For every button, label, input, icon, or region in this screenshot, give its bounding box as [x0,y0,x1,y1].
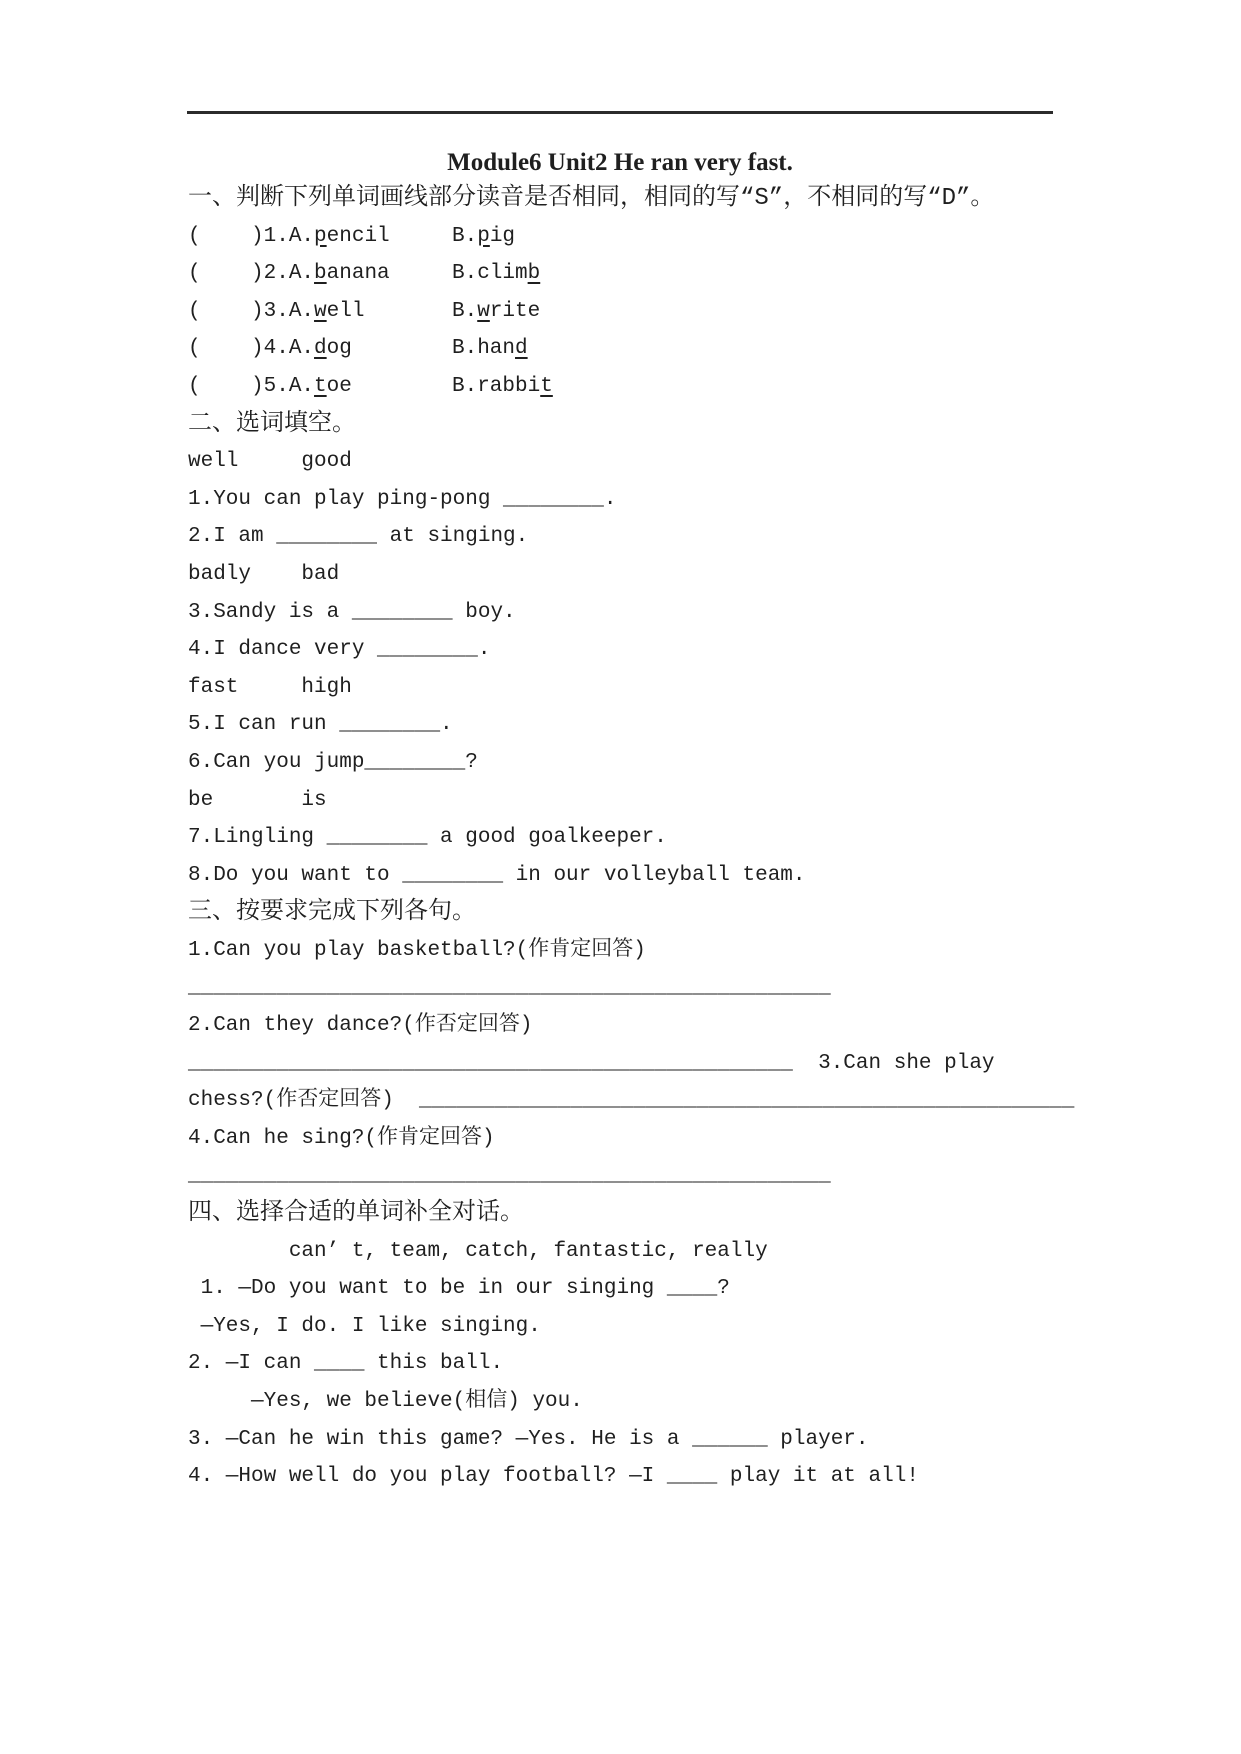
rewrite-question-3: chess?(作否定回答) ____________________________________________________ [188,1089,1075,1113]
answer-line-4: ___________________________________________________ [188,1164,831,1188]
fill-sentence-7: 7.Lingling ________ a good goalkeeper. [188,826,667,850]
dialog-1-question: 1. —Do you want to be in our singing ____? [188,1277,730,1301]
phonics-word-b: B.climb [452,262,541,286]
dialog-2-question: 2. —I can ____ this ball. [188,1352,504,1376]
word-pair-badly-bad: badly bad [188,562,340,586]
fill-sentence-2: 2.I am ________ at singing. [188,525,529,549]
fill-sentence-5: 5.I can run ________. [188,713,453,737]
fill-sentence-8: 8.Do you want to ________ in our volleyball team. [188,863,806,887]
dialog-3: 3. —Can he win this game? —Yes. He is a ______ player. [188,1427,869,1451]
underlined-letter: t [540,374,553,398]
phonics-item-2 [188,255,1168,293]
phonics-word-b: B.rabbit [452,374,553,398]
phonics-item-3 [188,293,1168,331]
underlined-letter: d [314,337,327,361]
rewrite-question-1: 1.Can you play basketball?(作肯定回答) [188,938,646,962]
phonics-word-b: B.pig [452,224,516,248]
fill-sentence-1: 1.You can play ping-pong ________. [188,487,617,511]
phonics-item-1 [188,218,1168,256]
fill-sentence-6: 6.Can you jump________? [188,750,478,774]
rewrite-question-2: 2.Can they dance?(作否定回答) [188,1014,533,1038]
dialog-2-answer: —Yes, we believe(相信) you. [188,1390,583,1413]
phonics-word-a: ( )2.A.banana [188,262,390,286]
underlined-letter: w [314,299,327,323]
underlined-letter: d [515,337,528,361]
phonics-item-5 [188,368,1168,406]
underlined-letter: b [314,262,327,286]
phonics-word-a: ( )3.A.well [188,299,365,323]
dialog-1-answer: —Yes, I do. I like singing. [188,1314,541,1338]
word-pair-be-is: be is [188,788,327,812]
fill-sentence-3: 3.Sandy is a ________ boy. [188,600,516,624]
word-pair-fast-high: fast high [188,675,352,699]
section2-heading: 二、选词填空。 [188,410,356,438]
underlined-letter: p [477,224,490,248]
word-bank: can’ t, team, catch, fantastic, really [188,1239,768,1263]
page-title: Module6 Unit2 He ran very fast. [447,149,793,176]
underlined-letter: w [477,299,490,323]
rewrite-question-4: 4.Can he sing?(作肯定回答) [188,1126,495,1150]
phonics-item-4 [188,330,1168,368]
phonics-word-a: ( )4.A.dog [188,337,352,361]
phonics-word-b: B.write [452,299,541,323]
section1-heading: 一、判断下列单词画线部分读音是否相同，相同的写“S”，不相同的写“D”。 [188,185,995,212]
section3-heading: 三、按要求完成下列各句。 [188,899,476,927]
top-rule-line [187,111,1053,114]
phonics-word-a: ( )5.A.toe [188,374,352,398]
answer-line-1: ___________________________________________________ [188,976,831,1000]
fill-sentence-4: 4.I dance very ________. [188,638,491,662]
answer-line-2: ________________________________________________ 3.Can she play [188,1051,995,1075]
phonics-word-b: B.hand [452,337,528,361]
underlined-letter: p [314,224,327,248]
word-pair-well-good: well good [188,450,352,474]
underlined-letter: b [527,262,541,286]
worksheet-body [188,180,1168,1496]
section4-heading: 四、选择合适的单词补全对话。 [188,1200,524,1228]
underlined-letter: t [314,374,327,398]
phonics-word-a: ( )1.A.pencil [188,224,390,248]
dialog-4: 4. —How well do you play football? —I ____ play it at all! [188,1465,919,1489]
